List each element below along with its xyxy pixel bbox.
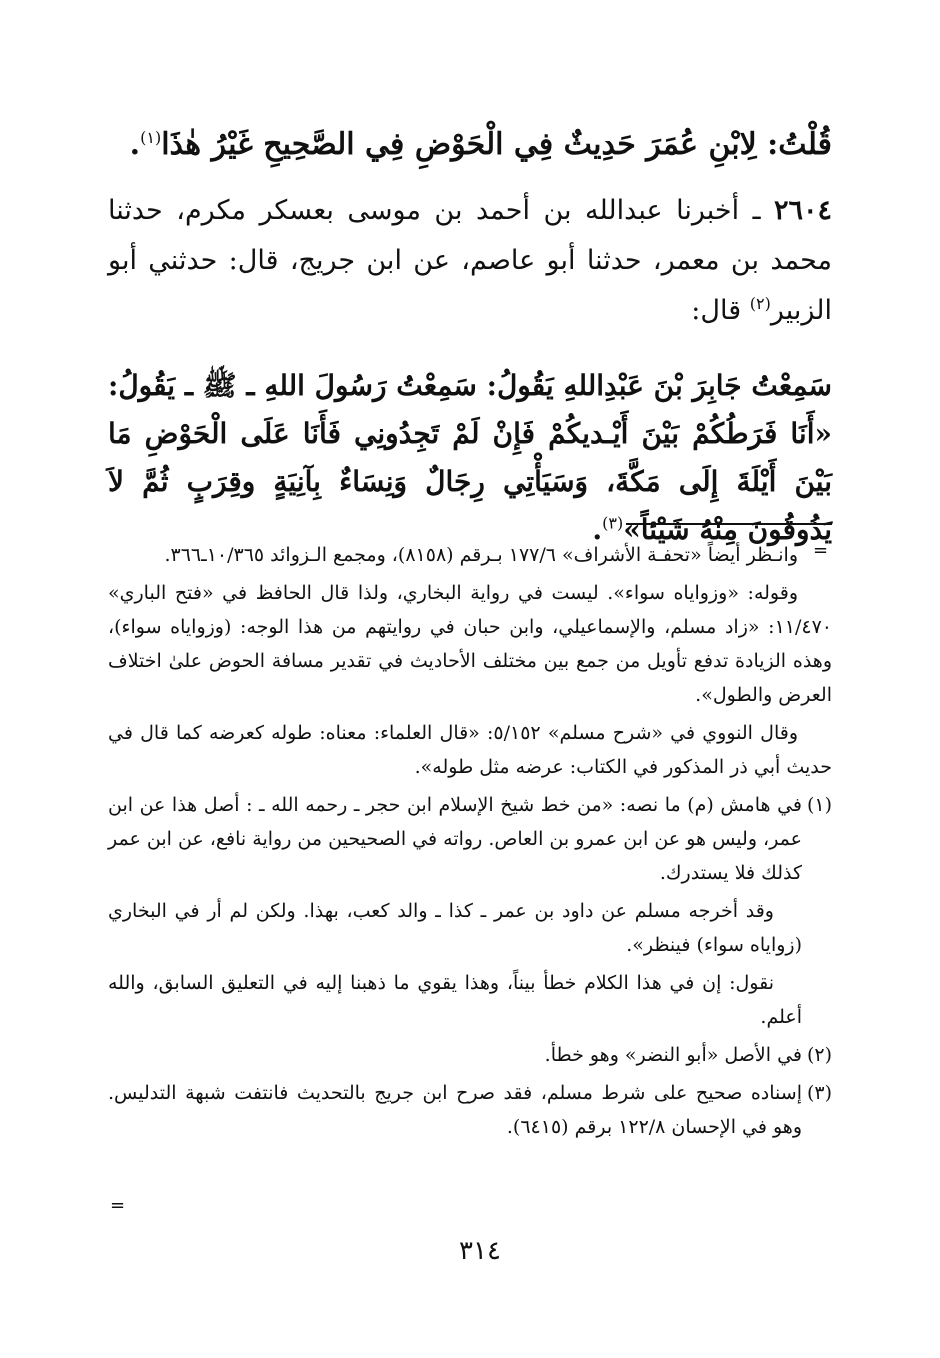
qult-paragraph [108,120,832,170]
qult-text: قُلْتُ: لِابْنِ عُمَرَ حَدِيثٌ فِي الْحَوْضِ فِي الصَّحِيحِ غَيْرُ هٰذَا [161,127,832,162]
hadith-number: ٢٦٠٤ [773,195,832,226]
footnote-3-marker: (٣) [806,1082,832,1104]
footnote-1-marker: (١) [806,794,832,816]
footnote-1-paragraph-2: وقد أخرجه مسلم عن داود بن عمر ـ كذا ـ والد كعب، بهذا. ولكن لم أر في البخاري (زواياه سواء) فينظر». [108,900,802,956]
matn-text: سَمِعْتُ جَابِرَ بْنَ عَبْدِاللهِ يَقُولُ: سَمِعْتُ رَسُولَ اللهِ ـ ﷺ ـ يَقُولُ: «أَنَا فَرَطُكُمْ بَيْنَ أَيْـديكُمْ فَإِنْ لَمْ تَجِدُونِي فَأَنَا عَلَى الْحَوْضِ مَا بَيْنَ أَيْلَةَ إِلَى مَكَّةَ، وَسَيَأْتِي رِجَالٌ وَنِسَاءٌ بِآنِيَةٍ وقِرَبٍ ثُمَّ لاَ يَذُوقُونَ مِنْهُ شَيْئاً» [108,369,832,546]
footnote-continuation: وانـظر أيضاً «تحفـة الأشراف» ١٧٧/٦ بـرقم (٨١٥٨)، ومجمع الـزوائد ١٠/٣٦٥ـ٣٦٦. [164,544,798,566]
footnote-2 [108,1038,832,1072]
isnad-paragraph [108,186,832,336]
footnote-separator [626,523,832,525]
footnote-ref-3[interactable]: (٣) [602,513,624,533]
footnote-1 [108,788,832,890]
matn-paragraph [108,362,832,554]
isnad-text-end: قال: [691,295,750,326]
footnote-continuation-2: وقوله: «وزواياه سواء». ليست في رواية البخاري، ولذا قال الحافظ في «فتح الباري» ١١/٤٧٠: «زاد مسلم، والإسماعيلي، وابن حبان في روايتهم من هذا الوجه: (وزواياه سواء)، وهذه الزيادة تدفع تأويل من جمع بين مختلف الأحاديث في تقدير مسافة الحوض علىٰ اختلاف العرض والطول». [108,582,832,706]
isnad-text: ـ أخبرنا عبدالله بن أحمد بن موسى بعسكر مكرم، حدثنا محمد بن معمر، حدثنا أبو عاصم، عن ابن جريج، قال: حدثني أبو الزبير [108,195,832,326]
page-number: ٣١٤ [459,1236,501,1266]
footnote-ref-1[interactable]: (١) [140,128,162,147]
footnote-continuation-3: وقال النووي في «شرح مسلم» ٥/١٥٢: «قال العلماء: معناه: طوله كعرضه كما قال في حديث أبي ذر المذكور في الكتاب: عرضه مثل طوله». [108,722,832,778]
footnote-3-text: إسناده صحيح على شرط مسلم، فقد صرح ابن جريج بالتحديث فانتفت شبهة التدليس. وهو في الإحسان ١٢٢/٨ برقم (٦٤١٥). [108,1082,802,1138]
qult-end: . [129,127,141,162]
footnote-2-text: في الأصل «أبو النضر» وهو خطأ. [544,1044,802,1066]
footnote-3 [108,1076,832,1144]
footnote-1-text: في هامش (م) ما نصه: «من خط شيخ الإسلام ابن حجر ـ رحمه الله ـ : أصل هذا عن ابن عمر، وليس هو عن ابن عمرو بن العاص. رواته في الصحيحين من رواية نافع، عن ابن عمر كذلك فلا يستدرك. [108,794,802,884]
footnote-2-marker: (٢) [806,1044,832,1066]
matn-end: . [592,513,603,546]
footnotes-section [108,538,832,1148]
footnote-1-paragraph-3: نقول: إن في هذا الكلام خطأ بيناً، وهذا يقوي ما ذهبنا إليه في التعليق السابق، والله أعلم. [108,972,802,1028]
footnote-ref-2[interactable]: (٢) [749,294,771,313]
continued-next-page-mark: = [110,1195,126,1216]
continuation-mark: = [813,540,829,561]
